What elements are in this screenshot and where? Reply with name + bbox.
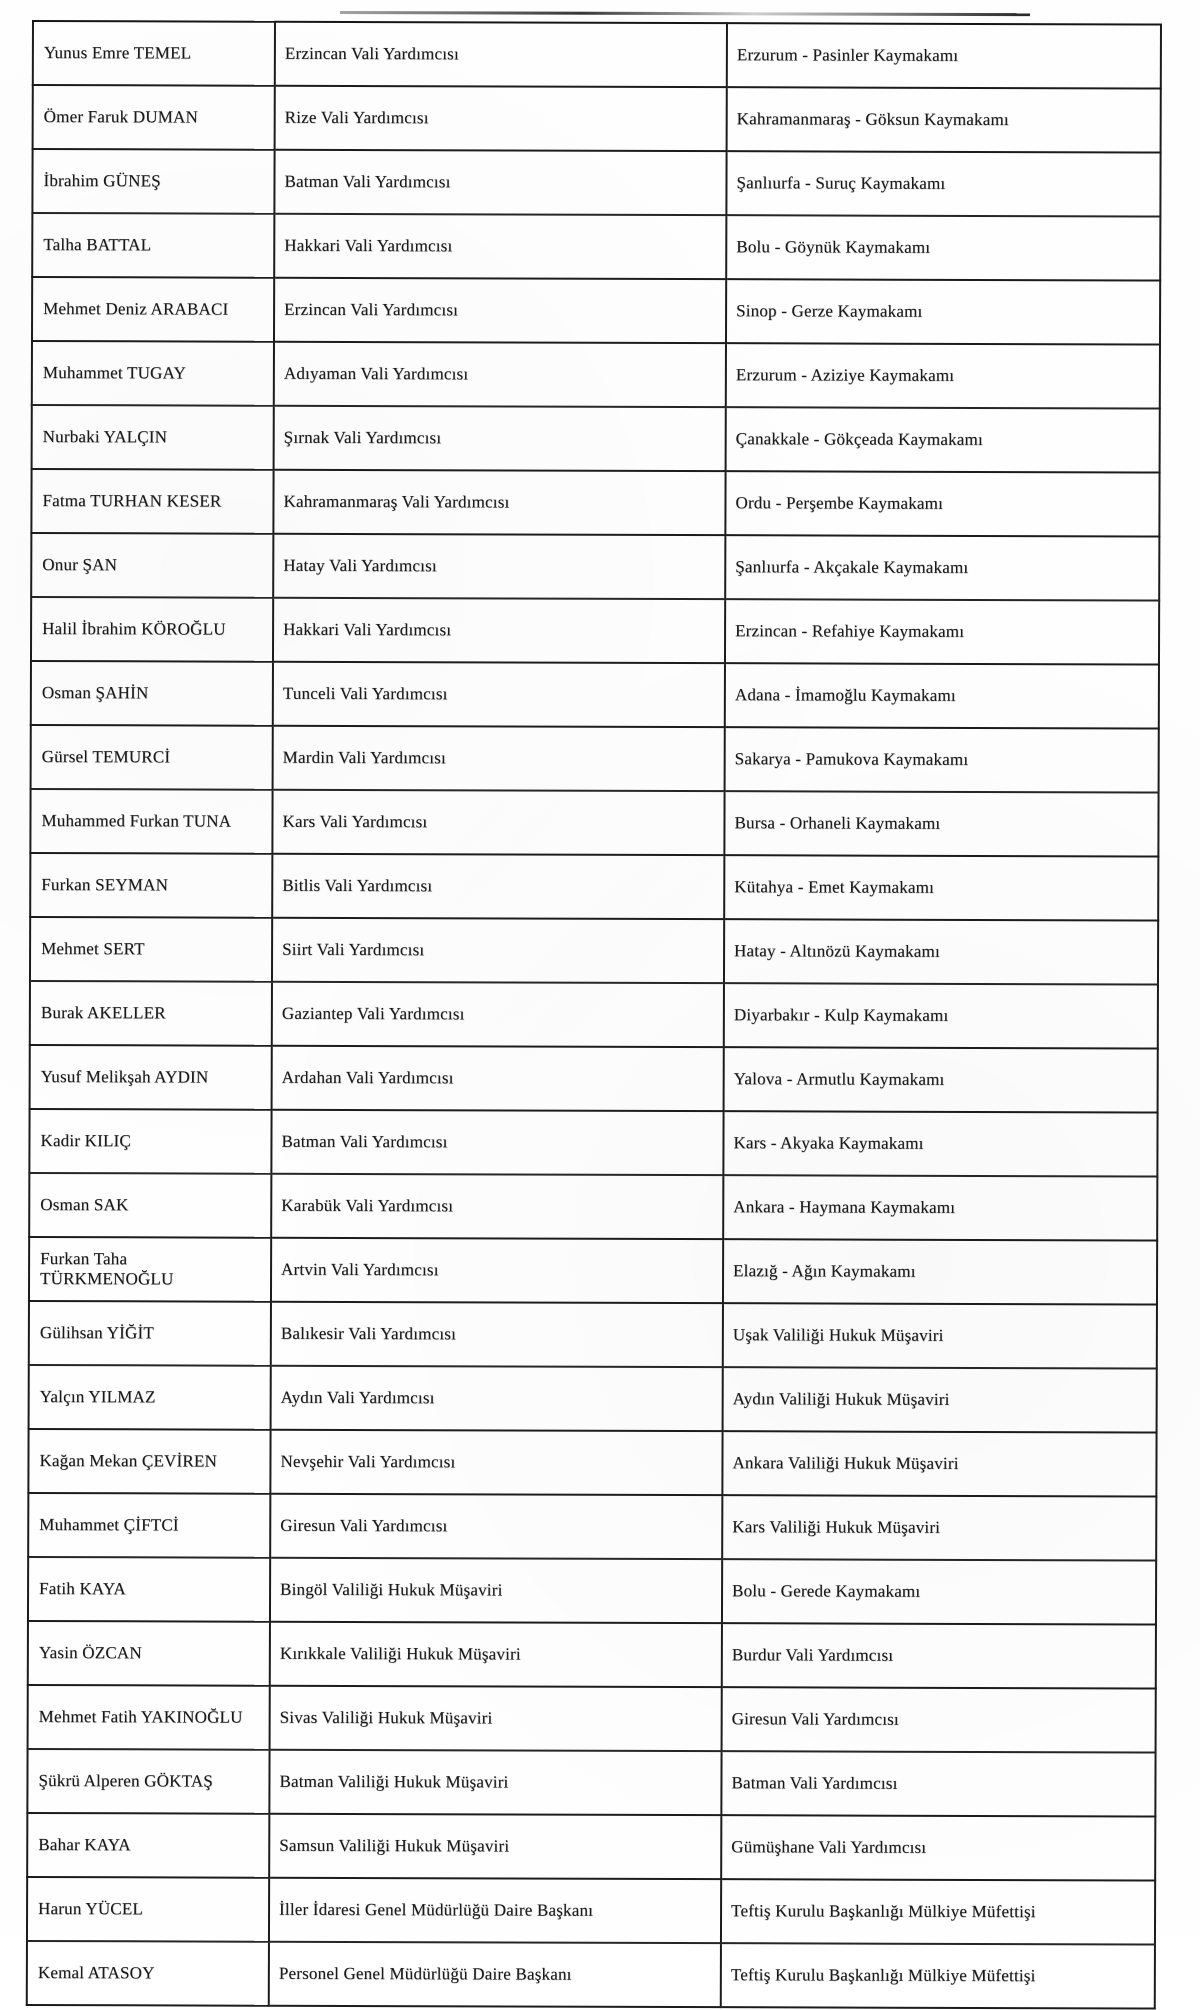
table-row (32, 405, 1160, 473)
current-post-cell: Batman Vali Yardımcısı (274, 150, 726, 215)
person-name-cell: Halil İbrahim KÖROĞLU (31, 597, 273, 662)
new-post-cell: Adana - İmamoğlu Kaymakamı (725, 663, 1159, 728)
new-post-cell: Giresun Vali Yardımcısı (722, 1687, 1156, 1752)
current-post-cell: Balıkesir Vali Yardımcısı (271, 1302, 723, 1367)
current-post-cell: Batman Vali Yardımcısı (271, 1110, 723, 1175)
new-post-cell: Kütahya - Emet Kaymakamı (724, 855, 1158, 920)
person-name-cell: Kemal ATASOY (27, 1941, 269, 2006)
new-post-cell: Kars - Akyaka Kaymakamı (723, 1111, 1157, 1176)
new-post-cell: Erzincan - Refahiye Kaymakamı (725, 599, 1159, 664)
new-post-cell: Sakarya - Pamukova Kaymakamı (725, 727, 1159, 792)
person-name-cell: Osman SAK (29, 1173, 271, 1238)
person-name-cell: Onur ŞAN (31, 533, 273, 598)
current-post-cell: Kahramanmaraş Vali Yardımcısı (273, 470, 725, 535)
table-row (27, 1877, 1155, 1945)
current-post-cell: Batman Valiliği Hukuk Müşaviri (269, 1750, 721, 1815)
new-post-cell: Şanlıurfa - Suruç Kaymakamı (726, 151, 1160, 216)
current-post-cell: Artvin Vali Yardımcısı (271, 1238, 723, 1303)
table-row (30, 917, 1158, 985)
person-name-cell: Furkan Taha TÜRKMENOĞLU (29, 1237, 271, 1302)
new-post-cell: Batman Vali Yardımcısı (721, 1751, 1155, 1816)
table-row (31, 661, 1159, 729)
person-name-cell: Yasin ÖZCAN (28, 1621, 270, 1686)
current-post-cell: Bitlis Vali Yardımcısı (272, 854, 724, 919)
new-post-cell: Kahramanmaraş - Göksun Kaymakamı (727, 87, 1161, 152)
person-name-cell: İbrahim GÜNEŞ (32, 149, 274, 214)
current-post-cell: Kars Vali Yardımcısı (272, 790, 724, 855)
table-row (28, 1429, 1156, 1497)
new-post-cell: Yalova - Armutlu Kaymakamı (724, 1047, 1158, 1112)
current-post-cell: Hakkari Vali Yardımcısı (273, 598, 725, 663)
new-post-cell: Bolu - Göynük Kaymakamı (726, 215, 1160, 280)
new-post-cell: Burdur Vali Yardımcısı (722, 1623, 1156, 1688)
current-post-cell: Hatay Vali Yardımcısı (273, 534, 725, 599)
new-post-cell: Ankara - Haymana Kaymakamı (723, 1175, 1157, 1240)
table-row (29, 1173, 1157, 1241)
new-post-cell: Ordu - Perşembe Kaymakamı (725, 471, 1159, 536)
table-row (31, 533, 1159, 601)
new-post-cell: Sinop - Gerze Kaymakamı (726, 279, 1160, 344)
table-row (33, 85, 1161, 153)
current-post-cell: Ardahan Vali Yardımcısı (272, 1046, 724, 1111)
current-post-cell: Şırnak Vali Yardımcısı (274, 406, 726, 471)
person-name-cell: Furkan SEYMAN (30, 853, 272, 918)
table-row (27, 1749, 1155, 1817)
table-row (30, 981, 1158, 1049)
new-post-cell: Erzurum - Aziziye Kaymakamı (726, 343, 1160, 408)
person-name-cell: Gürsel TEMURCİ (31, 725, 273, 790)
table-row (29, 1365, 1157, 1433)
current-post-cell: Tunceli Vali Yardımcısı (273, 662, 725, 727)
current-post-cell: Personel Genel Müdürlüğü Daire Başkanı (269, 1942, 721, 2007)
table-row (33, 21, 1161, 89)
current-post-cell: Gaziantep Vali Yardımcısı (272, 982, 724, 1047)
person-name-cell: Mehmet Fatih YAKINOĞLU (28, 1685, 270, 1750)
appointments-table-body (27, 21, 1161, 2009)
table-row (31, 469, 1159, 537)
table-row (28, 1621, 1156, 1689)
current-post-cell: Sivas Valiliği Hukuk Müşaviri (270, 1686, 722, 1751)
scan-artifact-line (340, 11, 1030, 16)
person-name-cell: Yalçın YILMAZ (29, 1365, 271, 1430)
person-name-cell: Talha BATTAL (32, 213, 274, 278)
new-post-cell: Gümüşhane Vali Yardımcısı (721, 1815, 1155, 1880)
current-post-cell: Hakkari Vali Yardımcısı (274, 214, 726, 279)
person-name-cell: Burak AKELLER (30, 981, 272, 1046)
person-name-cell: Yunus Emre TEMEL (33, 21, 275, 86)
table-row (30, 853, 1158, 921)
current-post-cell: Nevşehir Vali Yardımcısı (270, 1430, 722, 1495)
table-row (28, 1557, 1156, 1625)
table-row (32, 149, 1160, 217)
person-name-cell: Ömer Faruk DUMAN (33, 85, 275, 150)
person-name-cell: Gülihsan YİĞİT (29, 1301, 271, 1366)
person-name-cell: Muhammed Furkan TUNA (30, 789, 272, 854)
person-name-cell: Bahar KAYA (27, 1813, 269, 1878)
table-row (29, 1237, 1157, 1305)
person-name-cell: Mehmet SERT (30, 917, 272, 982)
table-row (28, 1685, 1156, 1753)
current-post-cell: Adıyaman Vali Yardımcısı (274, 342, 726, 407)
new-post-cell: Bolu - Gerede Kaymakamı (722, 1559, 1156, 1624)
person-name-cell: Harun YÜCEL (27, 1877, 269, 1942)
table-row (30, 1045, 1158, 1113)
current-post-cell: Siirt Vali Yardımcısı (272, 918, 724, 983)
table-row (32, 213, 1160, 281)
new-post-cell: Şanlıurfa - Akçakale Kaymakamı (725, 535, 1159, 600)
current-post-cell: Erzincan Vali Yardımcısı (275, 22, 727, 87)
person-name-cell: Muhammet TUGAY (32, 341, 274, 406)
current-post-cell: Bingöl Valiliği Hukuk Müşaviri (270, 1558, 722, 1623)
person-name-cell: Fatma TURHAN KESER (31, 469, 273, 534)
table-row (32, 277, 1160, 345)
appointments-table (26, 20, 1162, 2010)
current-post-cell: İller İdaresi Genel Müdürlüğü Daire Başkanı (269, 1878, 721, 1943)
table-row (29, 1109, 1157, 1177)
person-name-cell: Yusuf Melikşah AYDIN (30, 1045, 272, 1110)
new-post-cell: Çanakkale - Gökçeada Kaymakamı (726, 407, 1160, 472)
person-name-cell: Kadir KILIÇ (29, 1109, 271, 1174)
current-post-cell: Samsun Valiliği Hukuk Müşaviri (269, 1814, 721, 1879)
current-post-cell: Erzincan Vali Yardımcısı (274, 278, 726, 343)
table-row (27, 1813, 1155, 1881)
new-post-cell: Ankara Valiliği Hukuk Müşaviri (722, 1431, 1156, 1496)
table-row (32, 341, 1160, 409)
new-post-cell: Teftiş Kurulu Başkanlığı Mülkiye Müfettişi (721, 1943, 1155, 2008)
new-post-cell: Uşak Valiliği Hukuk Müşaviri (723, 1303, 1157, 1368)
table-row (31, 597, 1159, 665)
new-post-cell: Erzurum - Pasinler Kaymakamı (727, 23, 1161, 88)
new-post-cell: Elazığ - Ağın Kaymakamı (723, 1239, 1157, 1304)
current-post-cell: Rize Vali Yardımcısı (275, 86, 727, 151)
current-post-cell: Aydın Vali Yardımcısı (271, 1366, 723, 1431)
table-row (31, 725, 1159, 793)
new-post-cell: Hatay - Altınözü Kaymakamı (724, 919, 1158, 984)
current-post-cell: Karabük Vali Yardımcısı (271, 1174, 723, 1239)
new-post-cell: Kars Valiliği Hukuk Müşaviri (722, 1495, 1156, 1560)
table-row (28, 1493, 1156, 1561)
table-row (30, 789, 1158, 857)
person-name-cell: Muhammet ÇİFTCİ (28, 1493, 270, 1558)
table-row (27, 1941, 1155, 2009)
current-post-cell: Mardin Vali Yardımcısı (273, 726, 725, 791)
new-post-cell: Bursa - Orhaneli Kaymakamı (724, 791, 1158, 856)
person-name-cell: Osman ŞAHİN (31, 661, 273, 726)
table-row (29, 1301, 1157, 1369)
current-post-cell: Giresun Vali Yardımcısı (270, 1494, 722, 1559)
new-post-cell: Aydın Valiliği Hukuk Müşaviri (723, 1367, 1157, 1432)
current-post-cell: Kırıkkale Valiliği Hukuk Müşaviri (270, 1622, 722, 1687)
person-name-cell: Şükrü Alperen GÖKTAŞ (27, 1749, 269, 1814)
person-name-cell: Kağan Mekan ÇEVİREN (28, 1429, 270, 1494)
person-name-cell: Nurbaki YALÇIN (32, 405, 274, 470)
new-post-cell: Diyarbakır - Kulp Kaymakamı (724, 983, 1158, 1048)
new-post-cell: Teftiş Kurulu Başkanlığı Mülkiye Müfettişi (721, 1879, 1155, 1944)
person-name-cell: Mehmet Deniz ARABACI (32, 277, 274, 342)
person-name-cell: Fatih KAYA (28, 1557, 270, 1622)
